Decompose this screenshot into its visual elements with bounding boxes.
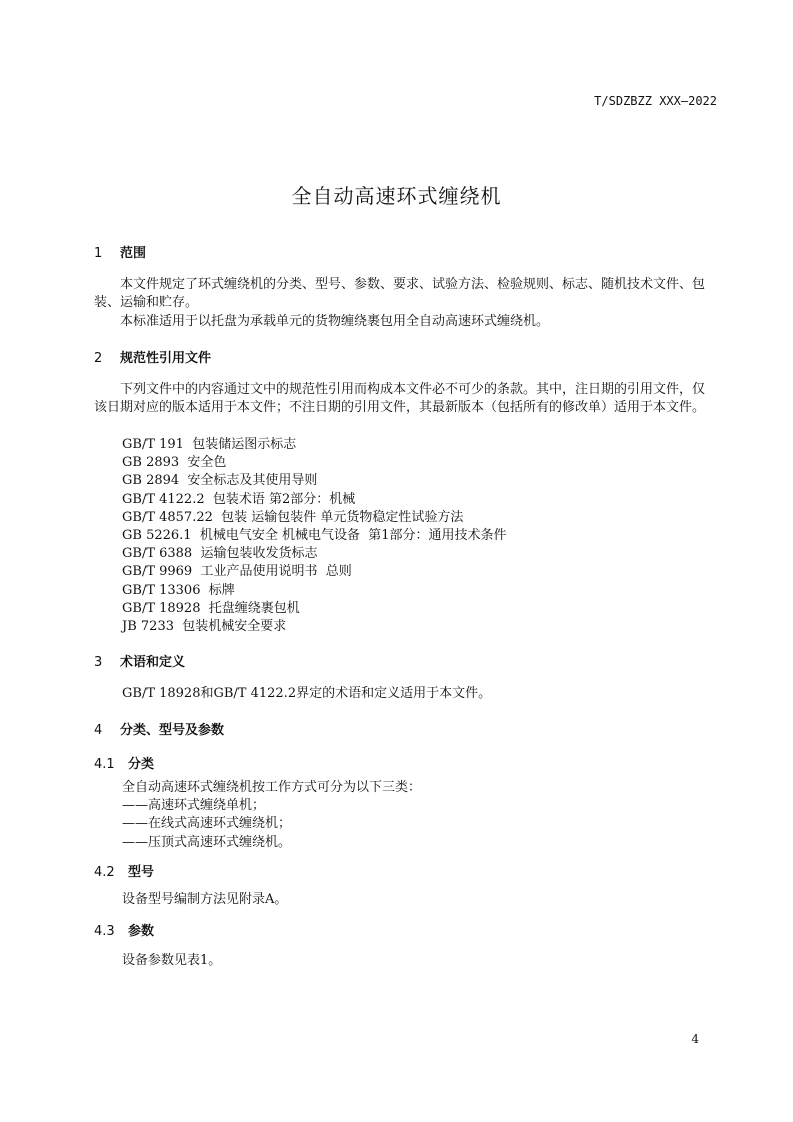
section-4-3-heading	[94, 920, 154, 939]
section-number: 4.3	[94, 924, 115, 939]
section-number: 4.2	[94, 865, 115, 880]
paragraph	[122, 952, 221, 970]
standard-code: T/SDZBZZ XXX—2022	[594, 94, 717, 108]
section-4-2-heading	[94, 861, 154, 880]
section-title: 分类、型号及参数	[120, 723, 225, 738]
paragraph: 下列文件中的内容通过文中的规范性引用而构成本文件必不可少的条款。其中，注日期的引用文件，仅该日期对应的版本适用于本文件；不注日期的引用文件，其最新版本（包括所有的修改单）适用于本文件。	[94, 382, 706, 415]
section-4-1-heading	[94, 753, 154, 772]
section-number: 4	[94, 723, 103, 738]
paragraph	[122, 685, 491, 703]
list-item: ——在线式高速环式缠绕机；	[122, 816, 292, 832]
section-title: 范围	[120, 246, 147, 261]
reference-item: GB/T 6388 运输包装收发货标志	[122, 546, 318, 562]
definition-text: GB/T 18928和GB/T 4122.2界定的术语和定义适用于本文件。	[122, 686, 492, 701]
list-intro: 全自动高速环式缠绕机按工作方式可分为以下三类：	[122, 780, 422, 795]
page-number: 4	[691, 1032, 699, 1046]
classification-list	[122, 779, 421, 852]
reference-item: GB/T 4122.2 包装术语 第2部分：机械	[122, 491, 356, 507]
paragraph: 本文件规定了环式缠绕机的分类、型号、参数、要求、试验方法、检验规则、标志、随机技术文件、包装、运输和贮存。	[94, 277, 706, 310]
section-3-heading	[94, 651, 185, 670]
reference-item: GB 2894 安全标志及其使用导则	[122, 473, 318, 489]
section-2-heading	[94, 347, 211, 366]
section-4-heading	[94, 719, 224, 738]
section-title: 术语和定义	[120, 655, 186, 670]
section-title: 分类	[128, 757, 155, 772]
parameter-text: 设备参数见表1。	[122, 953, 222, 968]
section-number: 4.1	[94, 757, 115, 772]
section-title: 参数	[128, 924, 155, 939]
reference-item: GB/T 13306 标牌	[122, 582, 235, 598]
section-1-heading	[94, 242, 146, 261]
section-title: 型号	[128, 865, 155, 880]
reference-item: GB 2893 安全色	[122, 455, 227, 471]
section-number: 2	[94, 351, 103, 366]
reference-item: GB/T 9969 工业产品使用说明书 总则	[122, 564, 352, 580]
paragraph	[122, 891, 287, 909]
reference-item: JB 7233 包装机械安全要求	[122, 619, 287, 635]
paragraph: 本标准适用于以托盘为承载单元的货物缠绕裹包用全自动高速环式缠绕机。	[120, 314, 550, 329]
list-item: ——高速环式缠绕单机；	[122, 798, 266, 814]
document-title: 全自动高速环式缠绕机	[291, 184, 502, 208]
reference-list	[122, 436, 507, 636]
section-number: 3	[94, 655, 103, 670]
list-item: ——压顶式高速环式缠绕机。	[122, 834, 292, 850]
reference-item: GB/T 191 包装储运图示标志	[122, 437, 297, 452]
section-number: 1	[94, 246, 103, 261]
model-text: 设备型号编制方法见附录A。	[122, 892, 288, 907]
section-title: 规范性引用文件	[120, 351, 212, 366]
reference-item: GB/T 4857.22 包装 运输包装件 单元货物稳定性试验方法	[122, 509, 464, 525]
reference-item: GB 5226.1 机械电气安全 机械电气设备 第1部分：通用技术条件	[122, 528, 507, 544]
reference-item: GB/T 18928 托盘缠绕裹包机	[122, 600, 300, 616]
